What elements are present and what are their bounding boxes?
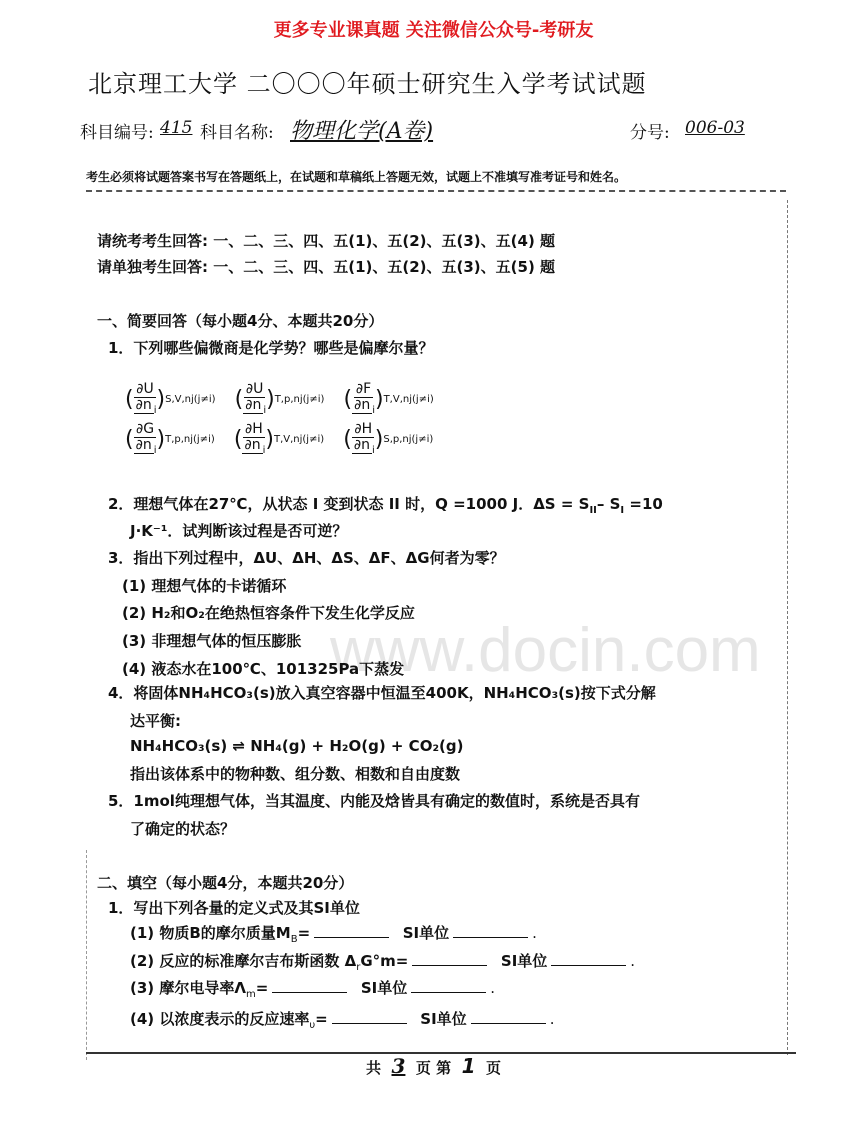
formula: ( ∂G ∂n $_i$ ) T,p,nj(j≠i) <box>125 421 215 456</box>
page-footer: 共 3 页 第 1 页 <box>366 1054 501 1078</box>
formula: ( ∂F ∂n $_i$ ) T,V,nj(j≠i) <box>343 381 434 416</box>
section2-heading: 二、填空（每小题4分，本题共20分） <box>97 874 354 892</box>
s1-q4: 4．将固体NH₄HCO₃(s)放入真空容器中恒温至400K，NH₄HCO₃(s)按下式分解 <box>108 684 656 702</box>
formula: ( ∂H ∂n $_i$ ) T,V,nj(j≠i) <box>233 421 325 456</box>
border-left <box>86 850 87 1060</box>
border-right <box>787 200 788 1055</box>
formula: ( ∂U ∂n $_i$ ) S,V,nj(j≠i) <box>125 381 216 416</box>
s1-q5-cont: 了确定的状态？ <box>130 820 236 838</box>
s1-q3-item: (2) H₂和O₂在绝热恒容条件下发生化学反应 <box>122 604 415 622</box>
s1-q3-item: (4) 液态水在100℃、101325Pa下蒸发 <box>122 660 405 678</box>
instruction-unified: 请统考考生回答: 一、二、三、四、五(1)、五(2)、五(3)、五(4) 题 <box>97 232 556 250</box>
s2-q1: 1．写出下列各量的定义式及其SI单位 <box>108 899 360 917</box>
s2-item: (2) 反应的标准摩尔吉布斯函数 $\Delta_rG^\circ m=$ SI单位 . <box>130 952 636 973</box>
s1-q3-item: (1) 理想气体的卡诺循环 <box>122 577 287 595</box>
s1-q4-ask: 指出该体系中的物种数、组分数、相数和自由度数 <box>130 765 461 783</box>
s2-item: (3) 摩尔电导率$\Lambda_m=$ SI单位 . <box>130 979 496 1000</box>
formula-row-1 <box>125 382 448 418</box>
subject-name: 物理化学(A卷) <box>290 119 434 144</box>
exam-title: 北京理工大学 二〇〇〇年硕士研究生入学考试试题 <box>88 70 647 98</box>
promo-banner: 更多专业课真题 关注微信公众号-考研友 <box>273 20 594 41</box>
s1-q5: 5．1mol纯理想气体，当其温度、内能及焓皆具有确定的数值时，系统是否具有 <box>108 792 640 810</box>
subject-code-label: 科目编号: <box>80 123 154 143</box>
s1-q4-equation: NH₄HCO₃(s) ⇌ NH₄(g) + H₂O(g) + CO₂(g) <box>130 737 464 755</box>
section1-heading: 一、简要回答（每小题4分、本题共20分） <box>97 312 384 330</box>
subject-code: 415 <box>160 118 193 138</box>
instruction-independent: 请单独考生回答: 一、二、三、四、五(1)、五(2)、五(3)、五(5) 题 <box>97 258 556 276</box>
divider <box>86 190 786 192</box>
part-label: 分号: <box>630 123 670 143</box>
s1-q3: 3．指出下列过程中，ΔU、ΔH、ΔS、ΔF、ΔG何者为零？ <box>108 549 505 567</box>
formula: ( ∂H ∂n $_i$ ) S,p,nj(j≠i) <box>343 421 434 456</box>
watermark: www.docin.com <box>330 616 761 685</box>
s1-q4-cont: 达平衡: <box>130 712 181 730</box>
formula-row-2 <box>125 422 447 458</box>
subject-name-label: 科目名称: <box>200 123 274 143</box>
s2-item: (4) 以浓度表示的反应速率$_\upsilon$= SI单位 . <box>130 1010 555 1031</box>
formula: ( ∂U ∂n $_i$ ) T,p,nj(j≠i) <box>234 381 325 416</box>
s1-q3-item: (3) 非理想气体的恒压膨胀 <box>122 632 302 650</box>
s1-q2: 2．理想气体在27℃，从状态 I 变到状态 II 时，Q =1000 J．$\Delta S = S_{II}-$ $S_I =10$ <box>108 495 663 516</box>
exam-notice: 考生必须将试题答案书写在答题纸上，在试题和草稿纸上答题无效，试题上不准填写准考证号和姓名。 <box>86 170 627 184</box>
s1-q2-cont: J·K⁻¹．试判断该过程是否可逆？ <box>130 522 348 540</box>
s2-item: (1) 物质B的摩尔质量$M_B=$ SI单位 . <box>130 924 537 945</box>
part-number: 006-03 <box>685 118 745 138</box>
s1-q1: 1．下列哪些偏微商是化学势？哪些是偏摩尔量？ <box>108 339 434 357</box>
